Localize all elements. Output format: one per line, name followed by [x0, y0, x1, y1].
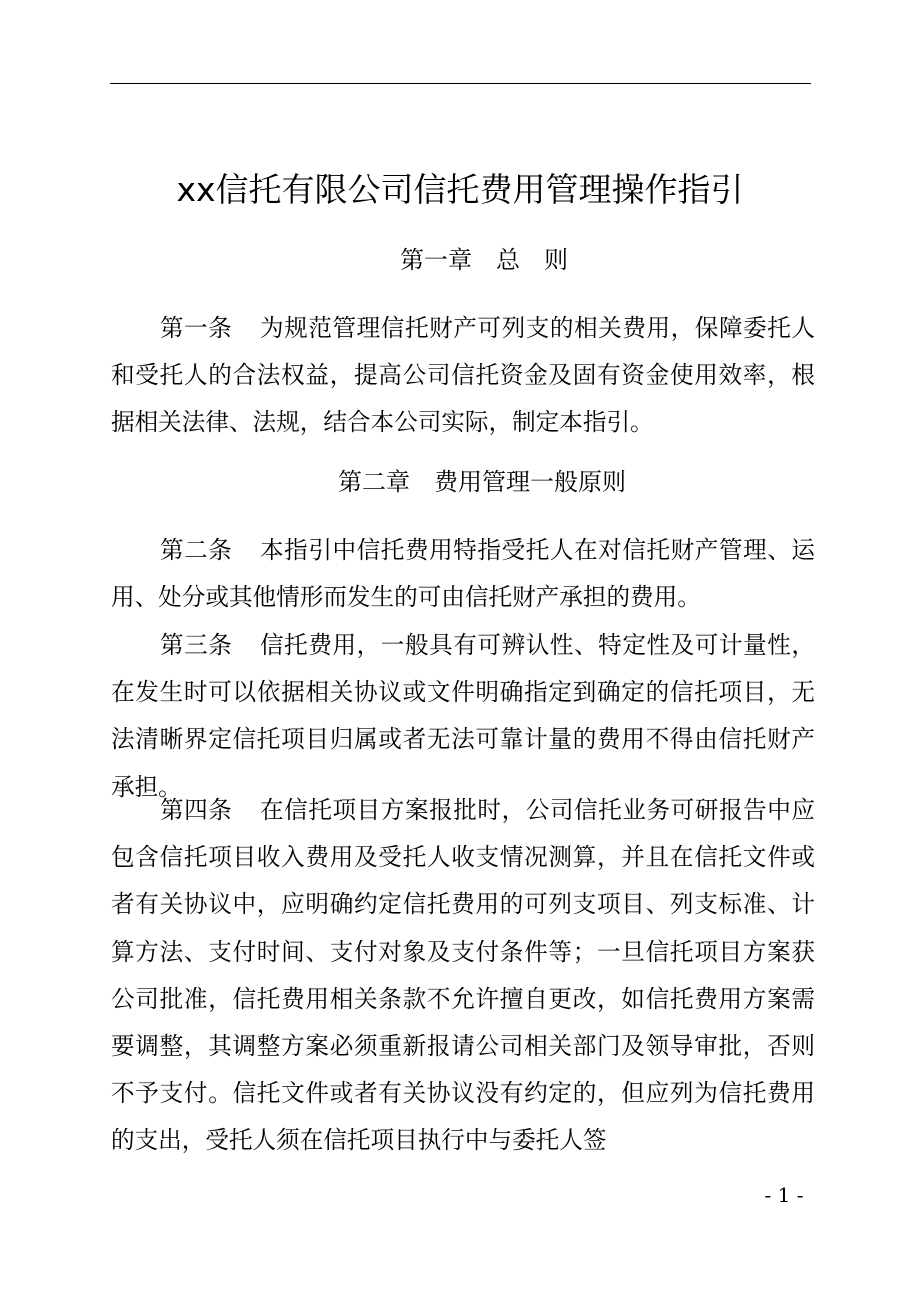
article-2 [111, 527, 815, 621]
article-label: 第一条 [160, 314, 233, 342]
chapter-heading-1: 第一章 总 则 [400, 246, 568, 274]
article-text: 在信托项目方案报批时，公司信托业务可研报告中应包含信托项目收入费用及受托人收支情况测算，并且在信托文件或者有关协议中，应明确约定信托费用的可列支项目、列支标准、计算方法、支付时间、支付对象及支付条件等；一旦信托项目方案获公司批准，信托费用相关条款不允许擅自更改，如信托费用方案需要调整，其调整方案必须重新报请公司相关部门及领导审批，否则不予支付。信托文件或者有关协议没有约定的，但应列为信托费用的支出，受托人须在信托项目执行中与委托人签 [111, 796, 816, 1155]
article-text: 本指引中信托费用特指受托人在对信托财产管理、运用、处分或其他情形而发生的可由信托财产承担的费用。 [111, 536, 816, 612]
chapter-heading-2: 第二章 费用管理一般原则 [338, 468, 626, 496]
article-1 [111, 305, 815, 447]
document-title: xx信托有限公司信托费用管理操作指引 [176, 170, 744, 209]
article-text: 为规范管理信托财产可列支的相关费用，保障委托人和受托人的合法权益，提高公司信托资金及固有资金使用效率，根据相关法律、法规，结合本公司实际，制定本指引。 [111, 314, 816, 437]
article-3 [111, 622, 815, 811]
page-number: - 1 - [764, 1183, 804, 1207]
article-4 [111, 787, 815, 1165]
article-label: 第三条 [160, 631, 233, 659]
article-text: 信托费用，一般具有可辨认性、特定性及可计量性，在发生时可以依据相关协议或文件明确指定到确定的信托项目，无法清晰界定信托项目归属或者无法可靠计量的费用不得由信托财产承担。 [111, 631, 816, 801]
article-label: 第四条 [160, 796, 233, 824]
header-rule [110, 83, 811, 84]
article-label: 第二条 [160, 536, 233, 564]
